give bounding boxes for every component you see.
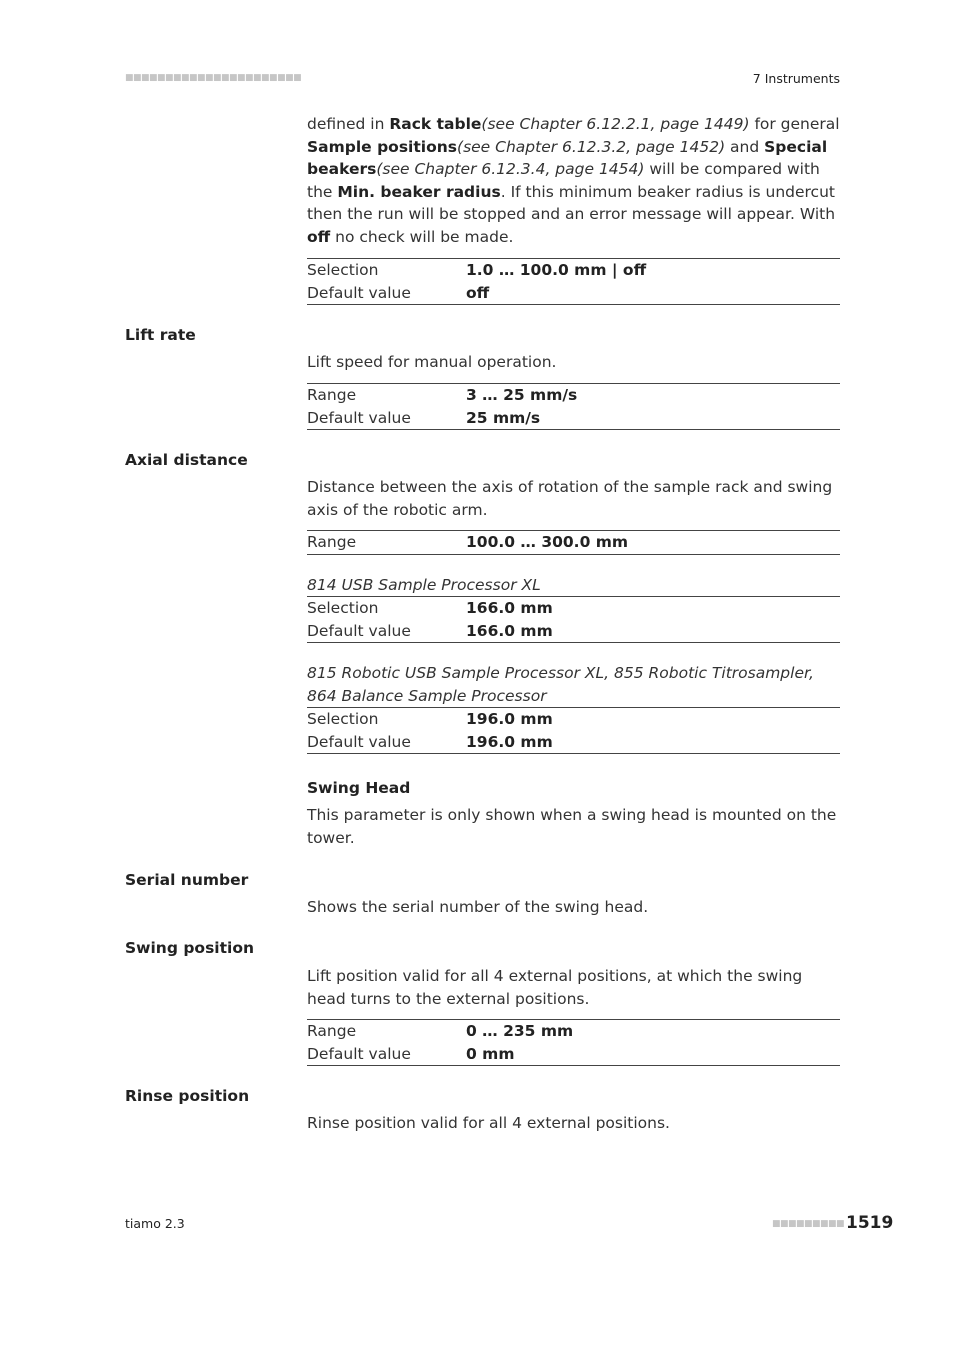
table-row (307, 731, 840, 754)
param-value: 0 … 235 mm (466, 1022, 574, 1040)
rinse-position-label: Rinse position (125, 1087, 250, 1105)
special-beakers-term: Special beakers (307, 137, 828, 178)
param-value: 166.0 mm (466, 599, 553, 617)
table-row (307, 620, 840, 643)
footer-decoration: ■■■■■■■■■ (772, 1219, 845, 1229)
param-key: Default value (307, 732, 411, 751)
rinse-position-description: Rinse position valid for all 4 external positions. (307, 1114, 670, 1132)
intro-text: and (725, 137, 765, 156)
axial-814-caption: 814 USB Sample Processor XL (307, 576, 541, 594)
rack-table-term: Rack table (389, 115, 482, 133)
intro-text: no check will be made. (330, 227, 514, 246)
param-value: 196.0 mm (466, 710, 553, 728)
param-value: 1.0 … 100.0 mm | off (466, 261, 647, 279)
intro-text: for general (749, 115, 840, 133)
sample-positions-term: Sample positions (307, 137, 458, 156)
param-key: Range (307, 533, 357, 551)
axial-815-caption: 815 Robotic USB Sample Processor XL, 855 Robotic Titrosampler, 864 Balance Sample Processor (307, 664, 814, 705)
serial-number-label: Serial number (125, 871, 249, 889)
param-value: 166.0 mm (466, 621, 553, 640)
off-term: off (307, 227, 331, 246)
intro-text: defined in (307, 115, 390, 133)
table-row (307, 597, 840, 620)
table-row (307, 1020, 840, 1043)
param-key: Selection (307, 710, 379, 728)
lift-rate-param-table (307, 383, 840, 430)
min-radius-param-table (307, 258, 840, 305)
table-row (307, 708, 840, 731)
table-row (307, 259, 840, 282)
intro-text: will be compared with the (307, 160, 820, 201)
param-key: Default value (307, 1044, 411, 1063)
param-key: Default value (307, 621, 411, 640)
chapter-title: 7 Instruments (752, 71, 840, 86)
min-beaker-radius-term: Min. beaker radius (337, 182, 501, 201)
table-row (307, 531, 840, 555)
axial-distance-label: Axial distance (125, 451, 248, 469)
axial-815-param-table (307, 707, 840, 754)
lift-rate-description: Lift speed for manual operation. (307, 353, 557, 371)
table-row (307, 407, 840, 430)
param-value: 0 mm (466, 1044, 515, 1063)
intro-text: . If this minimum beaker radius is undercut then the run will be stopped and an error message will appear. With (307, 182, 836, 223)
intro-paragraph (307, 113, 842, 248)
rack-table-link[interactable]: (see Chapter 6.12.2.1, page 1449) (481, 115, 750, 133)
axial-814-param-table (307, 596, 840, 643)
param-value: off (466, 283, 490, 302)
swing-position-param-table (307, 1019, 840, 1066)
serial-number-description: Shows the serial number of the swing head. (307, 898, 649, 916)
table-row (307, 384, 840, 407)
swing-head-description: This parameter is only shown when a swing head is mounted on the tower. (307, 806, 837, 847)
special-beakers-link[interactable]: (see Chapter 6.12.3.4, page 1454) (376, 160, 645, 178)
param-value: 100.0 … 300.0 mm (466, 533, 629, 551)
product-name: tiamo 2.3 (125, 1216, 185, 1231)
param-key: Default value (307, 283, 411, 302)
page-number: 1519 (846, 1213, 894, 1233)
axial-distance-description: Distance between the axis of rotation of the sample rack and swing axis of the robotic arm. (307, 478, 833, 519)
axial-range-param-table (307, 530, 840, 555)
param-value: 196.0 mm (466, 732, 553, 751)
param-key: Selection (307, 261, 379, 279)
param-value: 25 mm/s (466, 408, 541, 427)
param-value: 3 … 25 mm/s (466, 386, 578, 404)
swing-position-description: Lift position valid for all 4 external positions, at which the swing head turns to the external positions. (307, 967, 803, 1008)
table-row (307, 1043, 840, 1066)
table-row (307, 282, 840, 305)
param-key: Range (307, 1022, 357, 1040)
header-decoration: ■■■■■■■■■■■■■■■■■■■■■■ (125, 73, 302, 83)
sample-positions-link[interactable]: (see Chapter 6.12.3.2, page 1452) (457, 137, 726, 156)
lift-rate-label: Lift rate (125, 326, 196, 344)
param-key: Selection (307, 599, 379, 617)
swing-head-heading: Swing Head (307, 779, 411, 797)
param-key: Default value (307, 408, 411, 427)
param-key: Range (307, 386, 357, 404)
swing-position-label: Swing position (125, 939, 255, 957)
